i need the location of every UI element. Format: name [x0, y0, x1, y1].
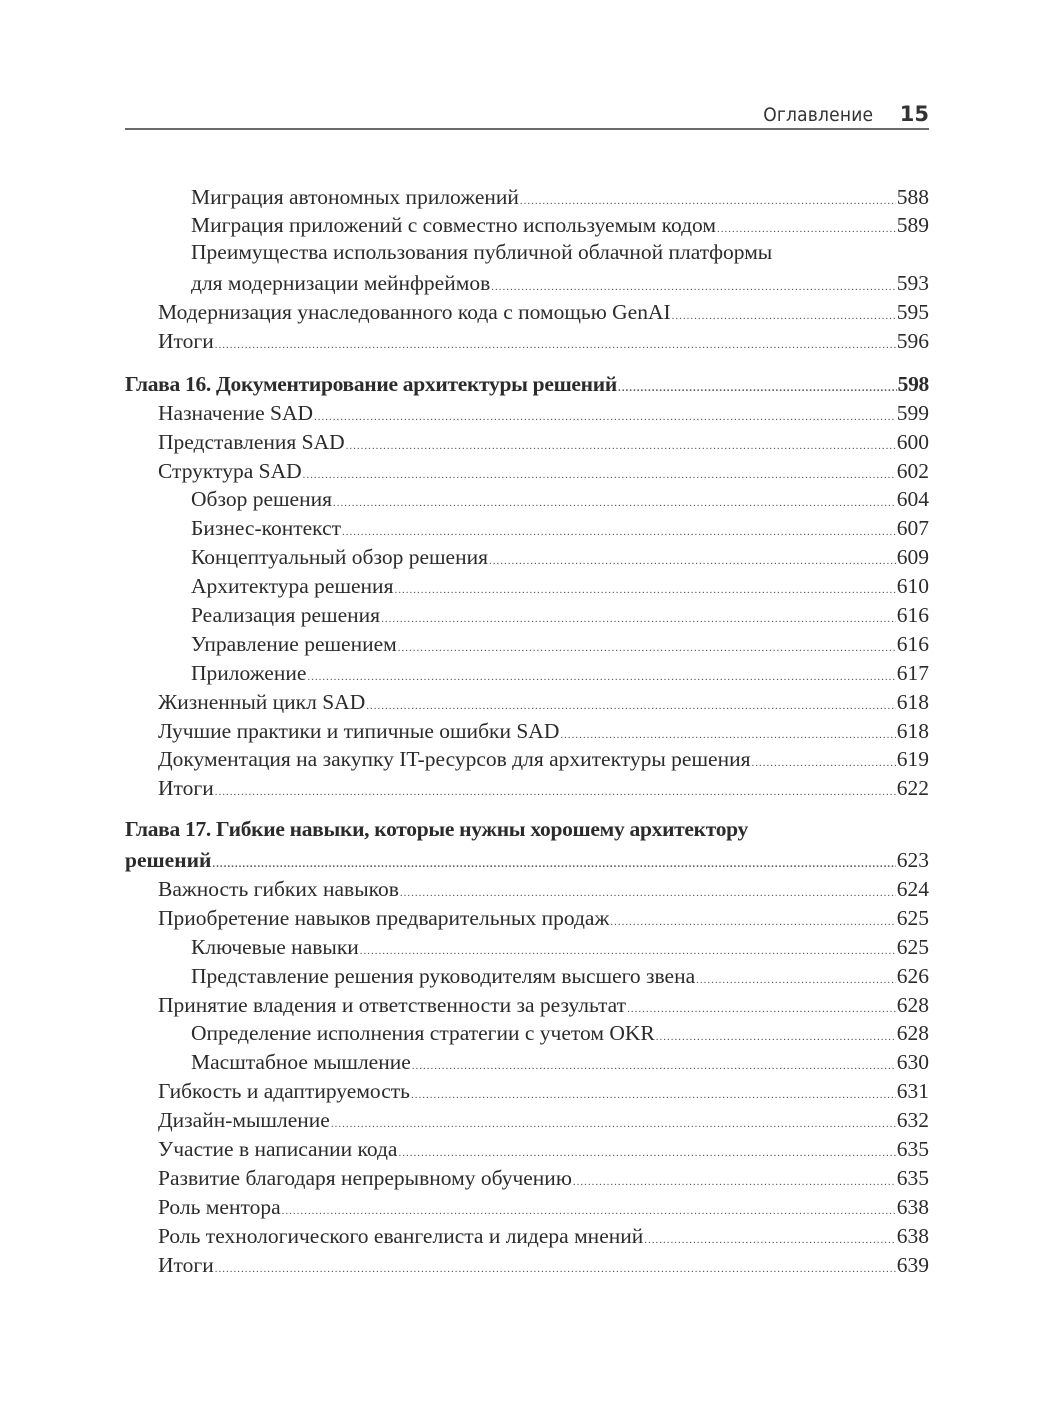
- dot-leader: [573, 1163, 896, 1185]
- toc-entry[interactable]: Итоги ..... 622: [125, 774, 929, 803]
- toc-entry[interactable]: Развитие благодаря непрерывному обучению ..... 635: [125, 1163, 929, 1192]
- toc-page: 639: [896, 1252, 929, 1277]
- toc-page: 632: [896, 1108, 929, 1133]
- toc-entry[interactable]: Итоги ..... 596: [125, 326, 929, 355]
- dot-leader: [696, 961, 896, 983]
- toc-page: 589: [896, 213, 929, 238]
- dot-leader: [644, 1221, 895, 1243]
- toc-entry[interactable]: Дизайн-мышление ..... 632: [125, 1106, 929, 1135]
- running-header: [125, 92, 929, 126]
- toc-page: 616: [896, 602, 929, 627]
- toc-page: 599: [896, 400, 929, 425]
- dot-leader: [520, 182, 896, 204]
- toc-entry[interactable]: Приобретение навыков предварительных продаж ..... 625: [125, 903, 929, 932]
- dot-leader: [489, 543, 896, 565]
- toc-chapter-16[interactable]: Глава 16. Документирование архитектуры решений ..... 598: [125, 369, 929, 398]
- toc-page: 595: [896, 300, 929, 325]
- dot-leader: [360, 932, 896, 954]
- toc-entry[interactable]: Роль технологического евангелиста и лидера мнений ..... 638: [125, 1221, 929, 1250]
- toc-entry[interactable]: Модернизация унаследованного кода с помощью GenAI ..... 595: [125, 298, 929, 327]
- page-number: 15: [899, 102, 929, 126]
- toc-page: 628: [896, 992, 929, 1017]
- dot-leader: [398, 629, 896, 651]
- toc-entry[interactable]: Участие в написании кода ..... 635: [125, 1135, 929, 1164]
- dot-leader: [491, 269, 896, 291]
- toc-entry[interactable]: Приложение ..... 617: [125, 658, 929, 687]
- toc-chapter-17-line1[interactable]: Глава 17. Гибкие навыки, которые нужны хорошему архитектору: [125, 816, 748, 841]
- toc-entry[interactable]: Бизнес-контекст ..... 607: [125, 514, 929, 543]
- dot-leader: [282, 1192, 896, 1214]
- toc-entry[interactable]: Важность гибких навыков ..... 624: [125, 874, 929, 903]
- toc-page: 598: [897, 371, 929, 396]
- toc-page: 631: [896, 1079, 929, 1104]
- toc-page: 626: [896, 963, 929, 988]
- dot-leader: [717, 211, 896, 233]
- toc-entry[interactable]: Архитектура решения ..... 610: [125, 572, 929, 601]
- toc-entry[interactable]: Определение исполнения стратегии с учетом OKR ..... 628: [125, 1019, 929, 1048]
- dot-leader: [398, 1135, 895, 1157]
- toc-page: 600: [896, 429, 929, 454]
- dot-leader: [333, 485, 896, 507]
- dot-leader: [672, 298, 896, 320]
- toc-entry[interactable]: Роль ментора ..... 638: [125, 1192, 929, 1221]
- dot-leader: [381, 600, 896, 622]
- toc-page: 625: [896, 905, 929, 930]
- dot-leader: [307, 658, 895, 680]
- dot-leader: [212, 846, 895, 868]
- toc-entry[interactable]: Представление решения руководителям высшего звена ..... 626: [125, 961, 929, 990]
- toc-entry[interactable]: для модернизации мейнфреймов ..... 593: [125, 269, 929, 298]
- toc-entry[interactable]: Реализация решения ..... 616: [125, 600, 929, 629]
- dot-leader: [314, 398, 896, 420]
- toc-page: 635: [896, 1165, 929, 1190]
- toc-page: 602: [896, 458, 929, 483]
- toc-entry[interactable]: Миграция автономных приложений ..... 588: [125, 182, 929, 211]
- toc-entry[interactable]: Жизненный цикл SAD ..... 618: [125, 687, 929, 716]
- toc-page: 619: [896, 747, 929, 772]
- toc-entry[interactable]: Масштабное мышление ..... 630: [125, 1048, 929, 1077]
- dot-leader: [560, 716, 895, 738]
- toc-page: 630: [896, 1050, 929, 1075]
- toc-entry[interactable]: Управление решением ..... 616: [125, 629, 929, 658]
- toc-page: 607: [896, 516, 929, 541]
- table-of-contents: [125, 182, 929, 1279]
- toc-entry[interactable]: Документация на закупку IT-ресурсов для архитектуры решения ..... 619: [125, 745, 929, 774]
- toc-page: 635: [896, 1137, 929, 1161]
- toc-page: 596: [896, 328, 929, 353]
- dot-leader: [412, 1048, 896, 1070]
- toc-entry[interactable]: Ключевые навыки ..... 625: [125, 932, 929, 961]
- toc-entry[interactable]: Принятие владения и ответственности за результат ..... 628: [125, 990, 929, 1019]
- toc-page: 609: [896, 545, 929, 570]
- dot-leader: [366, 687, 896, 709]
- dot-leader: [215, 774, 896, 796]
- toc-page: 610: [896, 574, 929, 599]
- dot-leader: [610, 903, 895, 925]
- toc-page: 617: [896, 660, 929, 685]
- dot-leader: [411, 1077, 896, 1099]
- toc-page: 593: [896, 271, 929, 296]
- dot-leader: [656, 1019, 896, 1041]
- toc-page: 618: [896, 689, 929, 714]
- dot-leader: [215, 1250, 896, 1272]
- toc-page: 625: [896, 934, 929, 959]
- dot-leader: [303, 456, 896, 478]
- toc-page: 622: [896, 776, 929, 801]
- header-rule: [125, 128, 929, 130]
- toc-page: 618: [896, 718, 929, 743]
- dot-leader: [751, 745, 895, 767]
- toc-entry[interactable]: Лучшие практики и типичные ошибки SAD ..... 618: [125, 716, 929, 745]
- dot-leader: [627, 990, 896, 1012]
- toc-entry[interactable]: Назначение SAD ..... 599: [125, 398, 929, 427]
- toc-page: 623: [896, 848, 929, 873]
- running-header-title: Оглавление: [762, 104, 873, 126]
- toc-entry[interactable]: Концептуальный обзор решения ..... 609: [125, 543, 929, 572]
- dot-leader: [346, 427, 896, 449]
- toc-entry[interactable]: Представления SAD ..... 600: [125, 427, 929, 456]
- dot-leader: [394, 572, 895, 594]
- toc-entry[interactable]: Миграция приложений с совместно используемым кодом ..... 589: [125, 211, 929, 240]
- toc-page: 638: [896, 1223, 929, 1248]
- toc-entry[interactable]: Структура SAD ..... 602: [125, 456, 929, 485]
- toc-page: 588: [896, 184, 929, 209]
- toc-entry-line1: Преимущества использования публичной облачной платформы: [191, 239, 773, 264]
- toc-page: 616: [896, 631, 929, 656]
- toc-page: 628: [896, 1021, 929, 1046]
- toc-entry[interactable]: Итоги ..... 639: [125, 1250, 929, 1279]
- toc-page: 624: [896, 876, 929, 901]
- toc-entry[interactable]: Гибкость и адаптируемость ..... 631: [125, 1077, 929, 1106]
- dot-leader: [342, 514, 896, 536]
- dot-leader: [618, 369, 897, 391]
- toc-entry[interactable]: Обзор решения ..... 604: [125, 485, 929, 514]
- toc-chapter-17[interactable]: решений ..... 623: [125, 846, 929, 875]
- dot-leader: [400, 874, 896, 896]
- dot-leader: [215, 326, 896, 348]
- dot-leader: [331, 1106, 896, 1128]
- toc-page: 638: [896, 1194, 929, 1219]
- toc-page: 604: [896, 487, 929, 512]
